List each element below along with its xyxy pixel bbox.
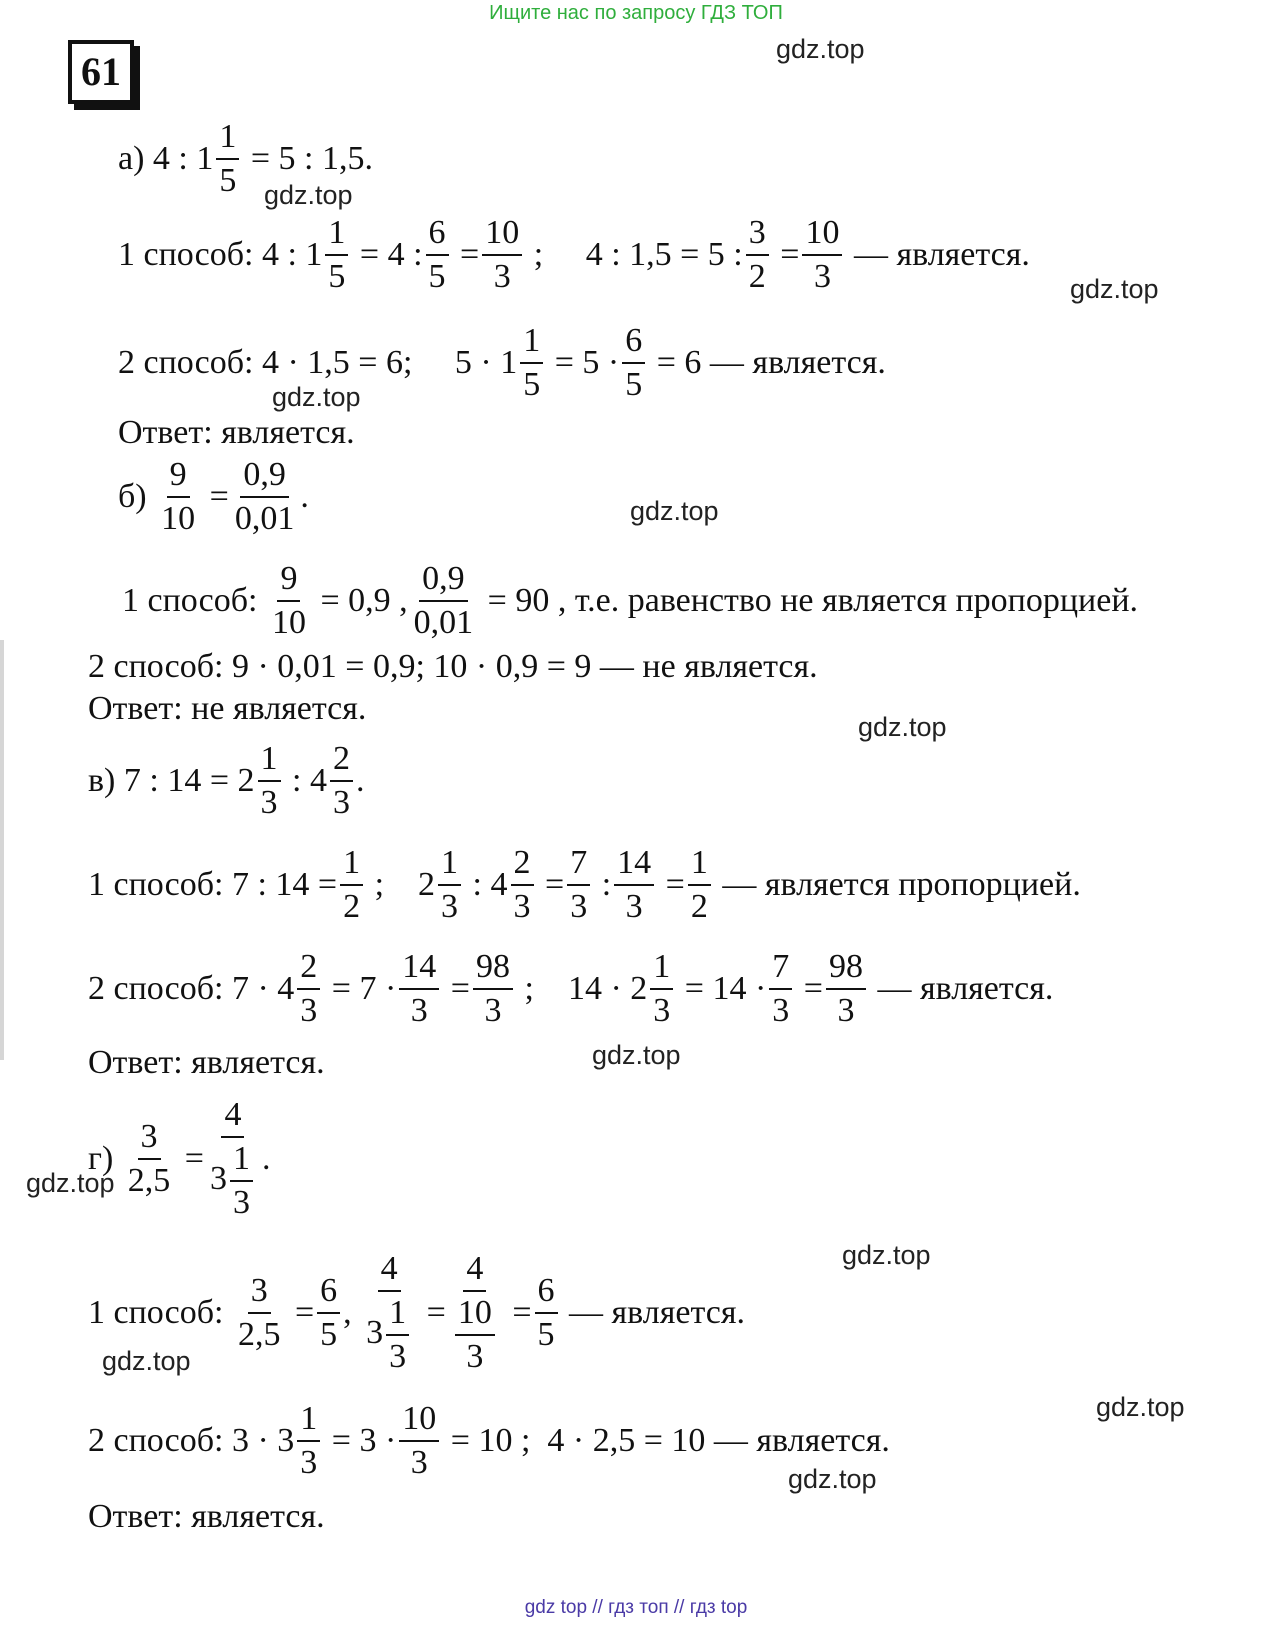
fraction: $\frac{3}{2}$ bbox=[746, 214, 769, 296]
fraction: $\frac{1}{2}$ bbox=[340, 844, 363, 926]
watermark: gdz.top bbox=[858, 712, 947, 742]
fraction: $\frac{9}{10}$ bbox=[271, 560, 306, 642]
fraction: 4 3 $\frac{1}{3}$ bbox=[207, 1096, 259, 1222]
part-a-method-2: 2 способ: 4 · 1,5 = 6; 5 · 1 $\frac{1}{5}$ = 5 · $\frac{6}{5}$ = 6 — является. bbox=[118, 322, 886, 404]
fraction: $\frac{1}{3}$ bbox=[650, 948, 673, 1030]
watermark: gdz.top bbox=[102, 1346, 191, 1376]
part-a-label: а) bbox=[118, 140, 145, 178]
fraction: $\frac{14}{3}$ bbox=[399, 948, 439, 1030]
fraction: $\frac{6}{5}$ bbox=[317, 1272, 340, 1354]
footer-links[interactable]: gdz top // гдз топ // гдз top bbox=[524, 1597, 748, 1618]
watermark: gdz.top bbox=[776, 34, 865, 64]
part-b-statement: б) $\frac{9}{10}$ = $\frac{0,9}{0,01}$ . bbox=[118, 456, 309, 538]
part-v-answer: Ответ: является. bbox=[88, 1044, 325, 1082]
watermark: gdz.top bbox=[842, 1240, 931, 1270]
fraction: $\frac{6}{5}$ bbox=[426, 214, 449, 296]
watermark: gdz.top bbox=[1096, 1392, 1185, 1422]
part-g-label: г) bbox=[88, 1140, 114, 1178]
fraction: $\frac{14}{3}$ bbox=[614, 844, 654, 926]
fraction: $\frac{6}{5}$ bbox=[622, 322, 645, 404]
part-a-statement: а) 4 : 1 $\frac{1}{5}$ = 5 : 1,5. bbox=[118, 118, 373, 200]
part-g-method-1: 1 способ: $\frac{3}{2,5}$ = $\frac{6}{5}$ , 4 3 $\frac{1}{3}$ = $\frac{4}{\frac{10}{3}}$ = $\frac{6}{5}$ — является. bbox=[88, 1250, 745, 1376]
watermark: gdz.top bbox=[788, 1464, 877, 1494]
fraction: $\frac{3}{2,5}$ bbox=[127, 1118, 171, 1200]
fraction: $\frac{3}{2,5}$ bbox=[237, 1272, 281, 1354]
fraction: $\frac{1}{2}$ bbox=[688, 844, 711, 926]
part-b-label: б) bbox=[118, 478, 147, 516]
fraction: $\frac{2}{3}$ bbox=[511, 844, 534, 926]
part-b-answer: Ответ: не является. bbox=[88, 690, 367, 728]
fraction: $\frac{1}{5}$ bbox=[520, 322, 543, 404]
watermark: gdz.top bbox=[1070, 274, 1159, 304]
scan-edge bbox=[0, 640, 4, 1060]
top-banner[interactable]: Ищите нас по запросу ГДЗ ТОП bbox=[489, 2, 783, 24]
fraction: $\frac{1}{3}$ bbox=[438, 844, 461, 926]
fraction: $\frac{10}{3}$ bbox=[455, 1294, 495, 1376]
fraction: $\frac{10}{3}$ bbox=[482, 214, 522, 296]
watermark: gdz.top bbox=[592, 1040, 681, 1070]
part-v-method-1: 1 способ: 7 : 14 = $\frac{1}{2}$ ; 2 $\frac{1}{3}$ : 4 $\frac{2}{3}$ = $\frac{7}{3}$ : $\frac{14}{3}$ = $\frac{1}{2}$ — является пропорцией. bbox=[88, 844, 1081, 926]
fraction: $\frac{1}{3}$ bbox=[230, 1140, 253, 1222]
part-b-method-1: 1 способ: $\frac{9}{10}$ = 0,9 , $\frac{0,9}{0,01}$ = 90 , т.е. равенство не является пропорцией. bbox=[122, 560, 1139, 642]
fraction: $\frac{1}{5}$ bbox=[216, 118, 239, 200]
part-v-label: в) bbox=[88, 762, 116, 800]
fraction: $\frac{1}{3}$ bbox=[258, 740, 281, 822]
part-a-method-1: 1 способ: 4 : 1 $\frac{1}{5}$ = 4 : $\frac{6}{5}$ = $\frac{10}{3}$ ; 4 : 1,5 = 5 : $\frac{3}{2}$ = $\frac{10}{3}$ — является. bbox=[118, 214, 1030, 296]
fraction: $\frac{10}{3}$ bbox=[399, 1400, 439, 1482]
fraction: $\frac{0,9}{0,01}$ bbox=[234, 456, 295, 538]
fraction: $\frac{1}{3}$ bbox=[297, 1400, 320, 1482]
watermark: gdz.top bbox=[26, 1168, 115, 1198]
watermark: gdz.top bbox=[264, 180, 353, 210]
fraction: $\frac{2}{3}$ bbox=[330, 740, 353, 822]
part-g-method-2: 2 способ: 3 · 3 $\frac{1}{3}$ = 3 · $\frac{10}{3}$ = 10 ; 4 · 2,5 = 10 — является. bbox=[88, 1400, 890, 1482]
fraction: $\frac{7}{3}$ bbox=[769, 948, 792, 1030]
problem-number: 61 bbox=[68, 40, 134, 104]
fraction: $\frac{6}{5}$ bbox=[535, 1272, 558, 1354]
part-v-method-2: 2 способ: 7 · 4 $\frac{2}{3}$ = 7 · $\frac{14}{3}$ = $\frac{98}{3}$ ; 14 · 2 $\frac{1}{3}$ = 14 · $\frac{7}{3}$ = $\frac{98}{3}$ — является. bbox=[88, 948, 1054, 1030]
fraction: $\frac{1}{3}$ bbox=[386, 1294, 409, 1376]
part-g-statement: г) $\frac{3}{2,5}$ = 4 3 $\frac{1}{3}$ . bbox=[88, 1096, 271, 1222]
fraction: $\frac{0,9}{0,01}$ bbox=[413, 560, 474, 642]
fraction: $\frac{9}{10}$ bbox=[161, 456, 196, 538]
part-v-statement: в) 7 : 14 = 2 $\frac{1}{3}$ : 4 $\frac{2}{3}$ . bbox=[88, 740, 365, 822]
fraction: $\frac{10}{3}$ bbox=[802, 214, 842, 296]
fraction: $\frac{1}{5}$ bbox=[325, 214, 348, 296]
fraction: $\frac{4}{\frac{10}{3}}$ bbox=[449, 1250, 501, 1376]
watermark: gdz.top bbox=[630, 496, 719, 526]
part-b-method-2: 2 способ: 9 · 0,01 = 0,9; 10 · 0,9 = 9 — не является. bbox=[88, 648, 818, 686]
watermark: gdz.top bbox=[272, 382, 361, 412]
part-a-answer: Ответ: является. bbox=[118, 414, 355, 452]
fraction: $\frac{98}{3}$ bbox=[826, 948, 866, 1030]
fraction: 4 3 $\frac{1}{3}$ bbox=[363, 1250, 415, 1376]
part-g-answer: Ответ: является. bbox=[88, 1498, 325, 1536]
fraction: $\frac{2}{3}$ bbox=[297, 948, 320, 1030]
fraction: $\frac{98}{3}$ bbox=[473, 948, 513, 1030]
fraction: $\frac{7}{3}$ bbox=[567, 844, 590, 926]
